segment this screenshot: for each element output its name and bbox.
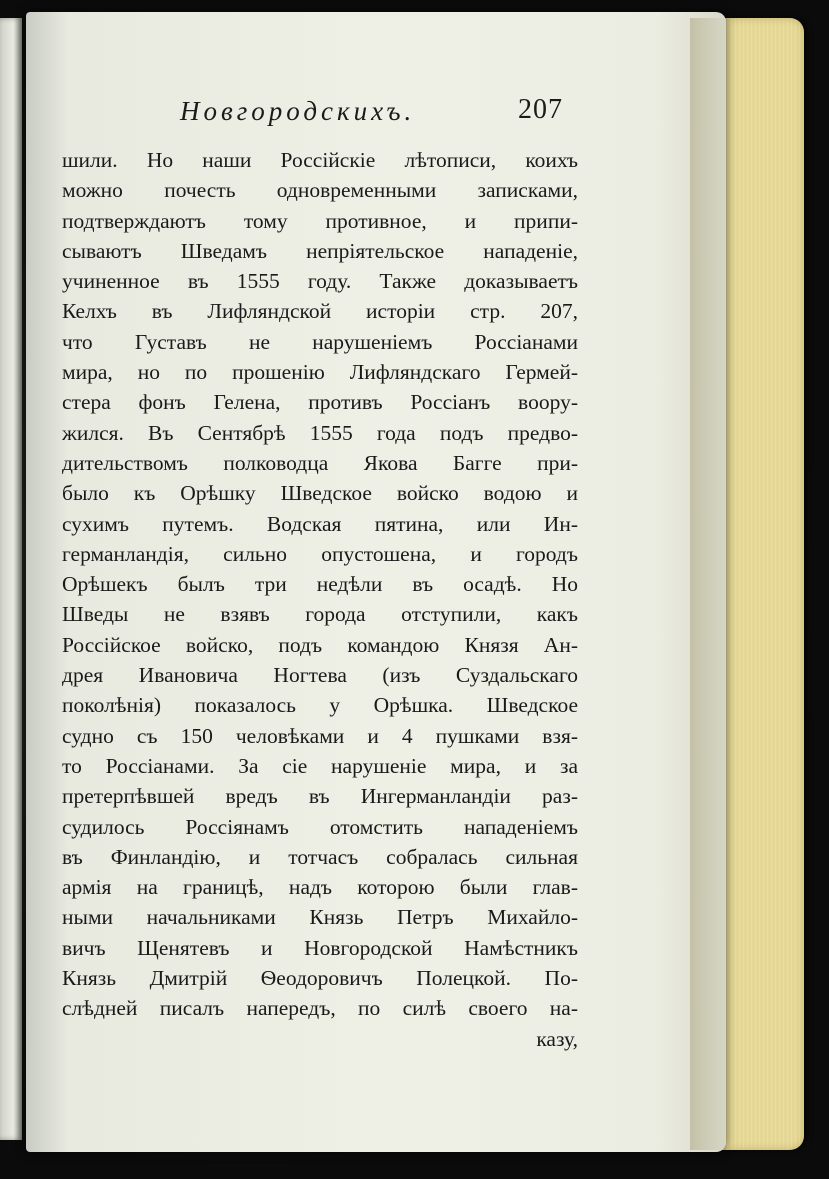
text-line: въ Финландію, и тотчасъ собралась сильная xyxy=(62,844,578,869)
text-line: шили. Но наши Россійскіе лѣтописи, коихъ xyxy=(62,148,578,172)
page-gutter-shadow xyxy=(690,18,730,1150)
running-head-title: Новгородскихъ. xyxy=(180,96,416,126)
text-line: поколѣнія) показалось у Орѣшка. Шведское xyxy=(62,693,578,718)
text-line: мира, но по прошенію Лифляндскаго Гермей- xyxy=(62,360,578,385)
page-number: 207 xyxy=(518,94,563,125)
text-line: Князь Дмитрій Ѳеодоровичъ Полецкой. По- xyxy=(62,966,578,991)
text-line: Шведы не взявъ города отступили, какъ xyxy=(62,602,578,627)
text-line: стера фонъ Гелена, противъ Россіанъ вooру- xyxy=(62,390,578,415)
text-line: слѣдней писалъ напередъ, по силѣ своего на- xyxy=(62,996,578,1021)
text-line: вичъ Щенятевъ и Новгородской Намѣстникъ xyxy=(62,935,578,960)
text-line: дрея Ивановича Ногтева (изъ Суздальскаго xyxy=(62,663,578,688)
text-line: Россійское войско, подъ командою Князя Ан- xyxy=(62,632,578,657)
text-line: сухимъ путемъ. Водская пятина, или Ин- xyxy=(62,511,578,536)
text-line: было къ Орѣшку Шведское войско водою и xyxy=(62,481,578,506)
text-line: можно почесть одновременными записками, xyxy=(62,178,578,203)
text-line: учиненное въ 1555 году. Также доказываетъ xyxy=(62,269,578,294)
text-line: ными начальниками Князь Петръ Михайло- xyxy=(62,905,578,930)
text-line: претерпѣвшей вредъ въ Ингерманландіи раз- xyxy=(62,784,578,809)
text-line: Орѣшекъ былъ три недѣли въ осадѣ. Но xyxy=(62,572,578,597)
facing-page-edge xyxy=(0,18,22,1140)
text-line: что Густавъ не нарушеніемъ Россіанами xyxy=(62,329,578,354)
text-line: то Россіанами. За сіе нарушеніе мира, и за xyxy=(62,753,578,778)
text-line: жился. Въ Сентябрѣ 1555 года подъ предво- xyxy=(62,420,578,445)
text-line: Келхъ въ Лифляндской исторіи стр. 207, xyxy=(62,299,578,324)
text-line: казу, xyxy=(536,1026,578,1051)
text-line: судно съ 150 человѣками и 4 пушками взя- xyxy=(62,723,578,748)
text-line: подтверждаютъ тому противное, и припи- xyxy=(62,208,578,233)
text-line: армія на границѣ, надъ которою были глав- xyxy=(62,875,578,900)
text-line: дительствомъ полководца Якова Багге при- xyxy=(62,450,578,475)
text-line: сываютъ Шведамъ непріятельское нападеніе, xyxy=(62,238,578,263)
running-head xyxy=(180,96,580,132)
body-text xyxy=(62,145,578,1054)
text-line: германландія, сильно опустошена, и городъ xyxy=(62,541,578,566)
text-line: судилось Россіянамъ отомстить нападеніемъ xyxy=(62,814,578,839)
